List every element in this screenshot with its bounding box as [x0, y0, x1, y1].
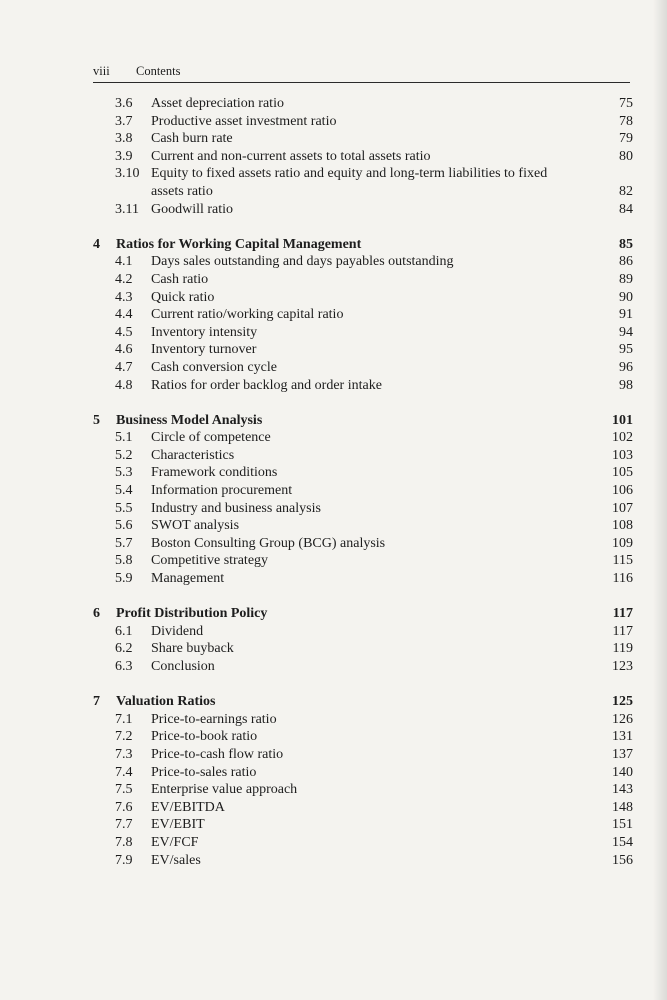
section-title: Equity to fixed assets ratio and equity and long-term liabilities to fixed assets ratio — [151, 166, 548, 199]
toc-entry — [93, 324, 633, 342]
section-title: EV/FCF — [151, 834, 199, 850]
section-number: 5.6 — [115, 518, 133, 534]
chapter-title: Valuation Ratios — [116, 694, 216, 710]
section-number: 4.8 — [115, 377, 133, 393]
section-page: 90 — [619, 289, 633, 305]
header-title: Contents — [136, 64, 181, 78]
section-number: 4.1 — [115, 254, 133, 270]
section-page: 117 — [612, 623, 633, 639]
section-title: Inventory intensity — [151, 324, 258, 340]
section-page: 91 — [619, 307, 633, 323]
section-page: 140 — [612, 764, 633, 780]
section-number: 6.2 — [115, 641, 133, 657]
toc-entry — [93, 658, 633, 676]
section-number: 5.2 — [115, 447, 133, 463]
toc-entry — [93, 306, 633, 324]
section-page: 75 — [619, 96, 633, 111]
section-number: 7.9 — [115, 852, 133, 868]
section-title: SWOT analysis — [151, 518, 240, 534]
section-title: Ratios for order backlog and order intake — [151, 377, 382, 393]
section-number: 3.7 — [115, 113, 133, 129]
section-number: 3.11 — [115, 201, 139, 217]
chapter-number: 5 — [93, 412, 100, 428]
section-number: 7.3 — [115, 746, 133, 762]
toc-entry — [93, 429, 633, 447]
section-title: Dividend — [151, 623, 204, 639]
chapter-heading — [93, 236, 633, 254]
toc-entry — [93, 500, 633, 518]
section-page: 148 — [612, 799, 633, 815]
toc-entry — [93, 95, 633, 113]
section-page: 78 — [619, 113, 633, 129]
toc-entry — [93, 623, 633, 641]
section-title: Circle of competence — [151, 430, 271, 446]
toc-entry — [93, 764, 633, 782]
section-page: 108 — [612, 518, 633, 534]
chapter-title: Profit Distribution Policy — [116, 606, 268, 622]
toc-entry — [93, 799, 633, 817]
section-page: 106 — [612, 483, 633, 499]
chapter-page: 117 — [612, 606, 633, 622]
toc-entry — [93, 552, 633, 570]
section-number: 7.7 — [115, 817, 133, 833]
section-page: 109 — [612, 535, 633, 551]
section-number: 3.6 — [115, 96, 133, 111]
toc-entry — [93, 517, 633, 535]
section-title: Management — [151, 571, 225, 587]
toc-entry — [93, 482, 633, 500]
section-number: 5.3 — [115, 465, 133, 481]
section-number: 5.4 — [115, 483, 133, 499]
chapter-title: Ratios for Working Capital Management — [116, 236, 362, 252]
section-page: 119 — [612, 641, 633, 657]
section-page: 123 — [612, 659, 633, 674]
section-number: 7.6 — [115, 799, 133, 815]
section-number: 7.5 — [115, 782, 133, 798]
section-number: 5.5 — [115, 500, 133, 516]
section-page: 98 — [619, 377, 633, 393]
section-page: 137 — [612, 746, 633, 762]
toc-entry — [93, 852, 633, 870]
section-title: EV/sales — [151, 852, 201, 868]
section-title: Current ratio/working capital ratio — [151, 307, 344, 323]
section-title: Current and non-current assets to total assets ratio — [151, 148, 431, 164]
toc-entry — [93, 781, 633, 799]
toc-entry — [93, 464, 633, 482]
section-page: 102 — [612, 430, 633, 446]
section-number: 7.4 — [115, 764, 133, 780]
section-number: 3.8 — [115, 131, 133, 147]
toc-entry — [93, 570, 633, 588]
section-page: 79 — [619, 131, 633, 147]
section-number: 4.5 — [115, 324, 133, 340]
toc-entry — [93, 377, 633, 395]
toc-entry — [93, 746, 633, 764]
section-page: 151 — [612, 817, 633, 833]
section-page: 95 — [619, 342, 633, 358]
toc-entry — [93, 148, 633, 166]
section-title: Conclusion — [151, 659, 215, 674]
section-page: 115 — [612, 553, 633, 569]
table-of-contents — [93, 95, 633, 869]
section-title: Share buyback — [151, 641, 234, 657]
section-page: 84 — [619, 201, 633, 217]
running-header — [93, 64, 630, 83]
toc-entry — [93, 834, 633, 852]
toc-entry — [93, 640, 633, 658]
section-page: 116 — [612, 571, 633, 587]
section-page: 80 — [619, 148, 633, 164]
chapter-heading — [93, 605, 633, 623]
section-title: Productive asset investment ratio — [151, 113, 337, 129]
section-number: 6.1 — [115, 623, 133, 639]
section-number: 4.2 — [115, 271, 133, 287]
section-title: Boston Consulting Group (BCG) analysis — [151, 535, 386, 551]
chapter-title: Business Model Analysis — [116, 412, 263, 428]
section-number: 7.1 — [115, 711, 133, 727]
toc-entry — [93, 447, 633, 465]
section-title: Competitive strategy — [151, 553, 269, 569]
section-title: Information procurement — [151, 483, 293, 499]
section-title: Asset depreciation ratio — [151, 96, 284, 111]
section-page: 143 — [612, 782, 633, 798]
toc-entry — [93, 271, 633, 289]
section-number: 4.6 — [115, 342, 133, 358]
section-number: 5.8 — [115, 553, 133, 569]
chapter-page: 85 — [619, 236, 633, 252]
section-page: 103 — [612, 447, 633, 463]
section-page: 131 — [612, 729, 633, 745]
chapter-page: 101 — [612, 412, 633, 428]
section-number: 5.9 — [115, 571, 133, 587]
section-page: 82 — [619, 183, 633, 199]
section-title: EV/EBIT — [151, 817, 205, 833]
toc-entry — [93, 728, 633, 746]
section-number: 4.4 — [115, 307, 133, 323]
section-number: 4.7 — [115, 359, 133, 375]
section-page: 89 — [619, 271, 633, 287]
section-number: 5.7 — [115, 535, 133, 551]
section-number: 7.8 — [115, 834, 133, 850]
chapter-heading — [93, 412, 633, 430]
toc-entry — [93, 535, 633, 553]
chapter-number: 6 — [93, 606, 100, 622]
section-page: 105 — [612, 465, 633, 481]
section-title: Price-to-sales ratio — [151, 764, 257, 780]
section-number: 6.3 — [115, 659, 133, 674]
toc-entry — [93, 289, 633, 307]
toc-entry — [93, 253, 633, 271]
section-title: Days sales outstanding and days payables outstanding — [151, 254, 454, 270]
chapter-number: 7 — [93, 694, 100, 710]
section-number: 7.2 — [115, 729, 133, 745]
section-title: Cash burn rate — [151, 131, 233, 147]
section-page: 94 — [619, 324, 633, 340]
section-title: EV/EBITDA — [151, 799, 225, 815]
section-title: Cash ratio — [151, 271, 209, 287]
toc-entry — [93, 165, 633, 200]
section-title: Inventory turnover — [151, 342, 257, 358]
page-edge-shadow — [653, 0, 667, 1000]
section-title: Price-to-cash flow ratio — [151, 746, 284, 762]
section-number: 4.3 — [115, 289, 133, 305]
section-title: Price-to-earnings ratio — [151, 711, 277, 727]
section-title: Characteristics — [151, 447, 235, 463]
section-page: 107 — [612, 500, 633, 516]
chapter-page: 125 — [612, 694, 633, 710]
chapter-number: 4 — [93, 236, 100, 252]
section-title: Price-to-book ratio — [151, 729, 258, 745]
section-title: Enterprise value approach — [151, 782, 298, 798]
section-number: 5.1 — [115, 430, 133, 446]
section-page: 126 — [612, 711, 633, 727]
toc-entry — [93, 113, 633, 131]
toc-entry — [93, 816, 633, 834]
section-page: 154 — [612, 834, 633, 850]
section-title: Cash conversion cycle — [151, 359, 277, 375]
toc-entry — [93, 359, 633, 377]
header-page-number: viii — [93, 64, 110, 78]
toc-entry — [93, 130, 633, 148]
toc-entry — [93, 201, 633, 219]
section-number: 3.10 — [115, 166, 140, 182]
section-number: 3.9 — [115, 148, 133, 164]
section-page: 156 — [612, 852, 633, 868]
toc-entry — [93, 341, 633, 359]
toc-entry — [93, 711, 633, 729]
section-page: 96 — [619, 359, 633, 375]
section-title: Goodwill ratio — [151, 201, 234, 217]
section-title: Framework conditions — [151, 465, 278, 481]
chapter-heading — [93, 693, 633, 711]
section-page: 86 — [619, 254, 633, 270]
section-title: Quick ratio — [151, 289, 215, 305]
section-title: Industry and business analysis — [151, 500, 321, 516]
